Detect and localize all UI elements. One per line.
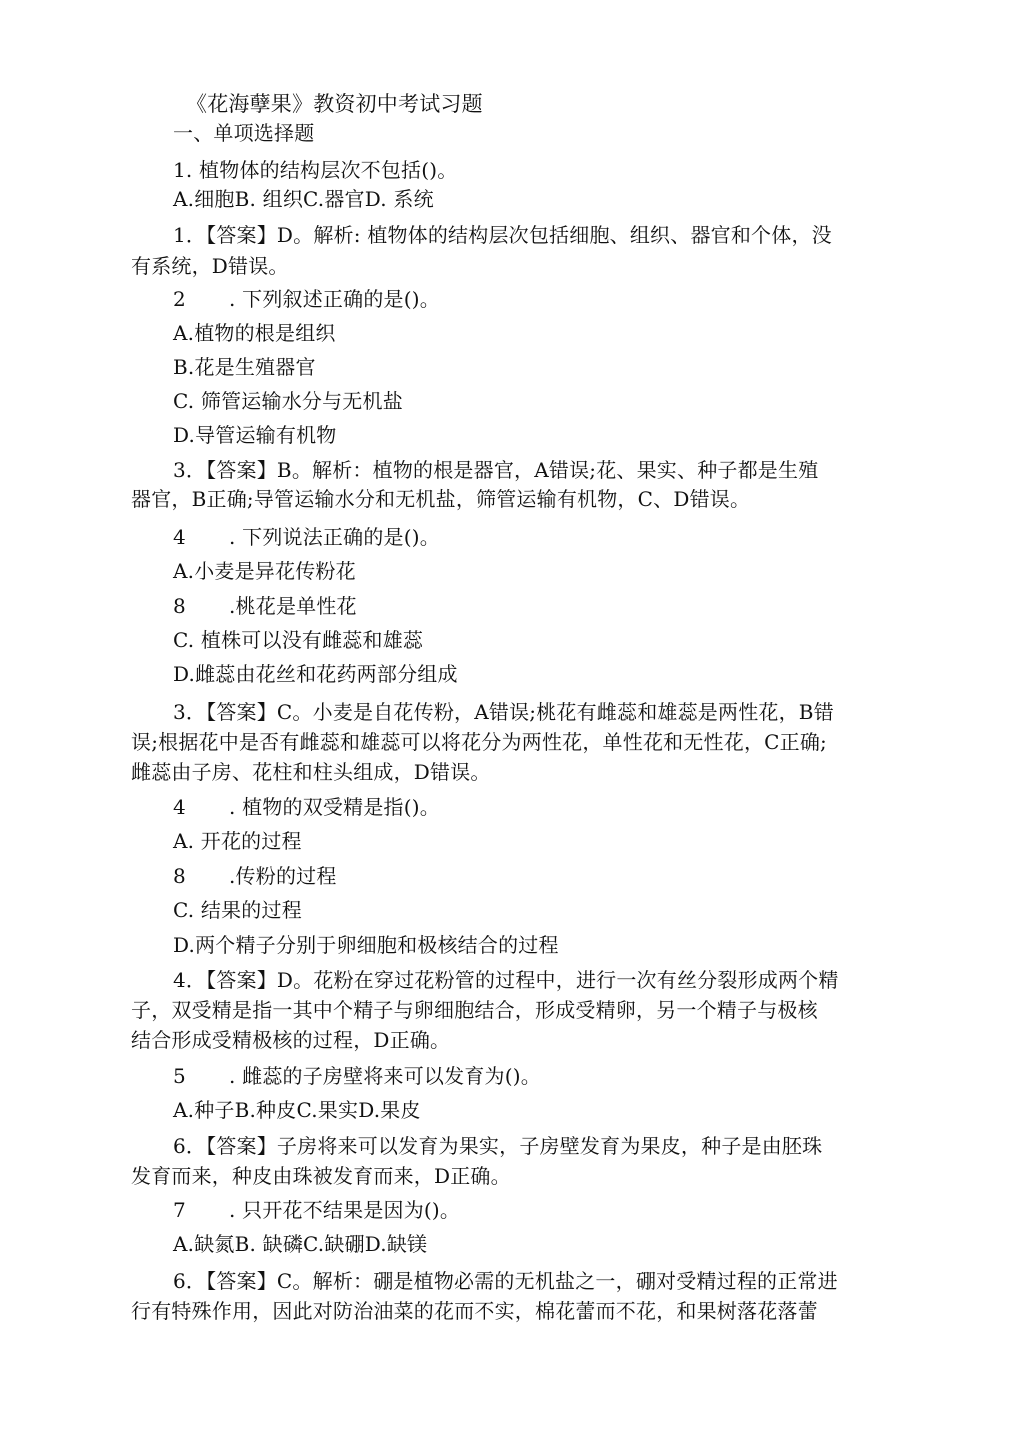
- document-title: 《花海孽果》教资初中考试习题: [186, 92, 483, 116]
- answer-1-line-2: 有系统，D错误。: [131, 254, 289, 278]
- question-text: . 只开花不结果是因为()。: [229, 1198, 461, 1222]
- question-3-option-d: D.雌蕊由花丝和花药两部分组成: [173, 662, 458, 686]
- question-4-option-a: A. 开花的过程: [173, 829, 302, 853]
- question-3-option-c: C. 植株可以没有雌蕊和雄蕊: [173, 628, 424, 652]
- answer-1-line-1: 1．【答案】D。解析: 植物体的结构层次包括细胞、组织、器官和个体，没: [173, 223, 832, 247]
- question-text: . 雌蕊的子房壁将来可以发育为()。: [229, 1064, 541, 1088]
- question-5-options: A.种子B.种皮C.果实D.果皮: [173, 1098, 421, 1122]
- answer-3-line-2: 误;根据花中是否有雌蕊和雄蕊可以将花分为两性花，单性花和无性花，C正确;: [131, 730, 827, 754]
- question-number: 5: [173, 1064, 186, 1088]
- question-2-option-b: B.花是生殖器官: [173, 355, 316, 379]
- option-marker: 8: [173, 864, 186, 888]
- question-number: 4: [173, 525, 186, 549]
- question-number: 4: [173, 795, 186, 819]
- answer-5-line-2: 发育而来，种皮由珠被发育而来，D正确。: [131, 1164, 511, 1188]
- question-3-stem: [173, 524, 440, 550]
- question-3-option-b: [173, 593, 357, 619]
- option-marker: 8: [173, 594, 186, 618]
- question-1-stem: 1. 植物体的结构层次不包括()。: [173, 158, 458, 182]
- option-text: .桃花是单性花: [229, 594, 357, 618]
- answer-3-line-1: 3．【答案】C。小麦是自花传粉，A错误;桃花有雌蕊和雄蕊是两性花，B错: [173, 700, 834, 724]
- section-heading: 一、单项选择题: [173, 121, 315, 145]
- question-6-stem: [173, 1197, 460, 1223]
- question-text: . 植物的双受精是指()。: [229, 795, 440, 819]
- question-4-option-b: [173, 863, 337, 889]
- answer-2-line-1: 3．【答案】B。解析：植物的根是器官，A错误;花、果实、种子都是生殖: [173, 458, 819, 482]
- question-number: 7: [173, 1198, 186, 1222]
- answer-4-line-2: 子，双受精是指一其中个精子与卵细胞结合，形成受精卵，另一个精子与极核: [131, 998, 818, 1022]
- question-6-options: A.缺氮B. 缺磷C.缺硼D.缺镁: [173, 1232, 428, 1256]
- answer-5-line-1: 6．【答案】子房将来可以发育为果实，子房壁发育为果皮，种子是由胚珠: [173, 1134, 823, 1158]
- question-2-stem: [173, 286, 440, 312]
- question-2-option-d: D.导管运输有机物: [173, 423, 337, 447]
- question-4-stem: [173, 794, 440, 820]
- question-text: . 下列说法正确的是()。: [229, 525, 440, 549]
- question-2-option-a: A.植物的根是组织: [173, 321, 336, 345]
- question-text: . 下列叙述正确的是()。: [229, 287, 440, 311]
- question-2-option-c: C. 筛管运输水分与无机盐: [173, 389, 403, 413]
- option-text: .传粉的过程: [229, 864, 337, 888]
- question-4-option-d: D.两个精子分别于卵细胞和极核结合的过程: [173, 933, 559, 957]
- answer-2-line-2: 器官，B正确;导管运输水分和无机盐，筛管运输有机物，C、D错误。: [131, 487, 751, 511]
- answer-4-line-1: 4．【答案】D。花粉在穿过花粉管的过程中，进行一次有丝分裂形成两个精: [173, 968, 839, 992]
- answer-3-line-3: 雌蕊由子房、花柱和柱头组成，D错误。: [131, 760, 491, 784]
- answer-4-line-3: 结合形成受精极核的过程，D正确。: [131, 1028, 451, 1052]
- answer-6-line-2: 行有特殊作用，因此对防治油菜的花而不实，棉花蕾而不花，和果树落花落蕾: [131, 1299, 818, 1323]
- question-3-option-a: A.小麦是异花传粉花: [173, 559, 356, 583]
- question-number: 2: [173, 287, 186, 311]
- question-5-stem: [173, 1063, 541, 1089]
- question-1-options: A.细胞B. 组织C.器官D. 系统: [173, 187, 434, 211]
- question-4-option-c: C. 结果的过程: [173, 898, 302, 922]
- answer-6-line-1: 6．【答案】C。解析：硼是植物必需的无机盐之一，硼对受精过程的正常进: [173, 1269, 838, 1293]
